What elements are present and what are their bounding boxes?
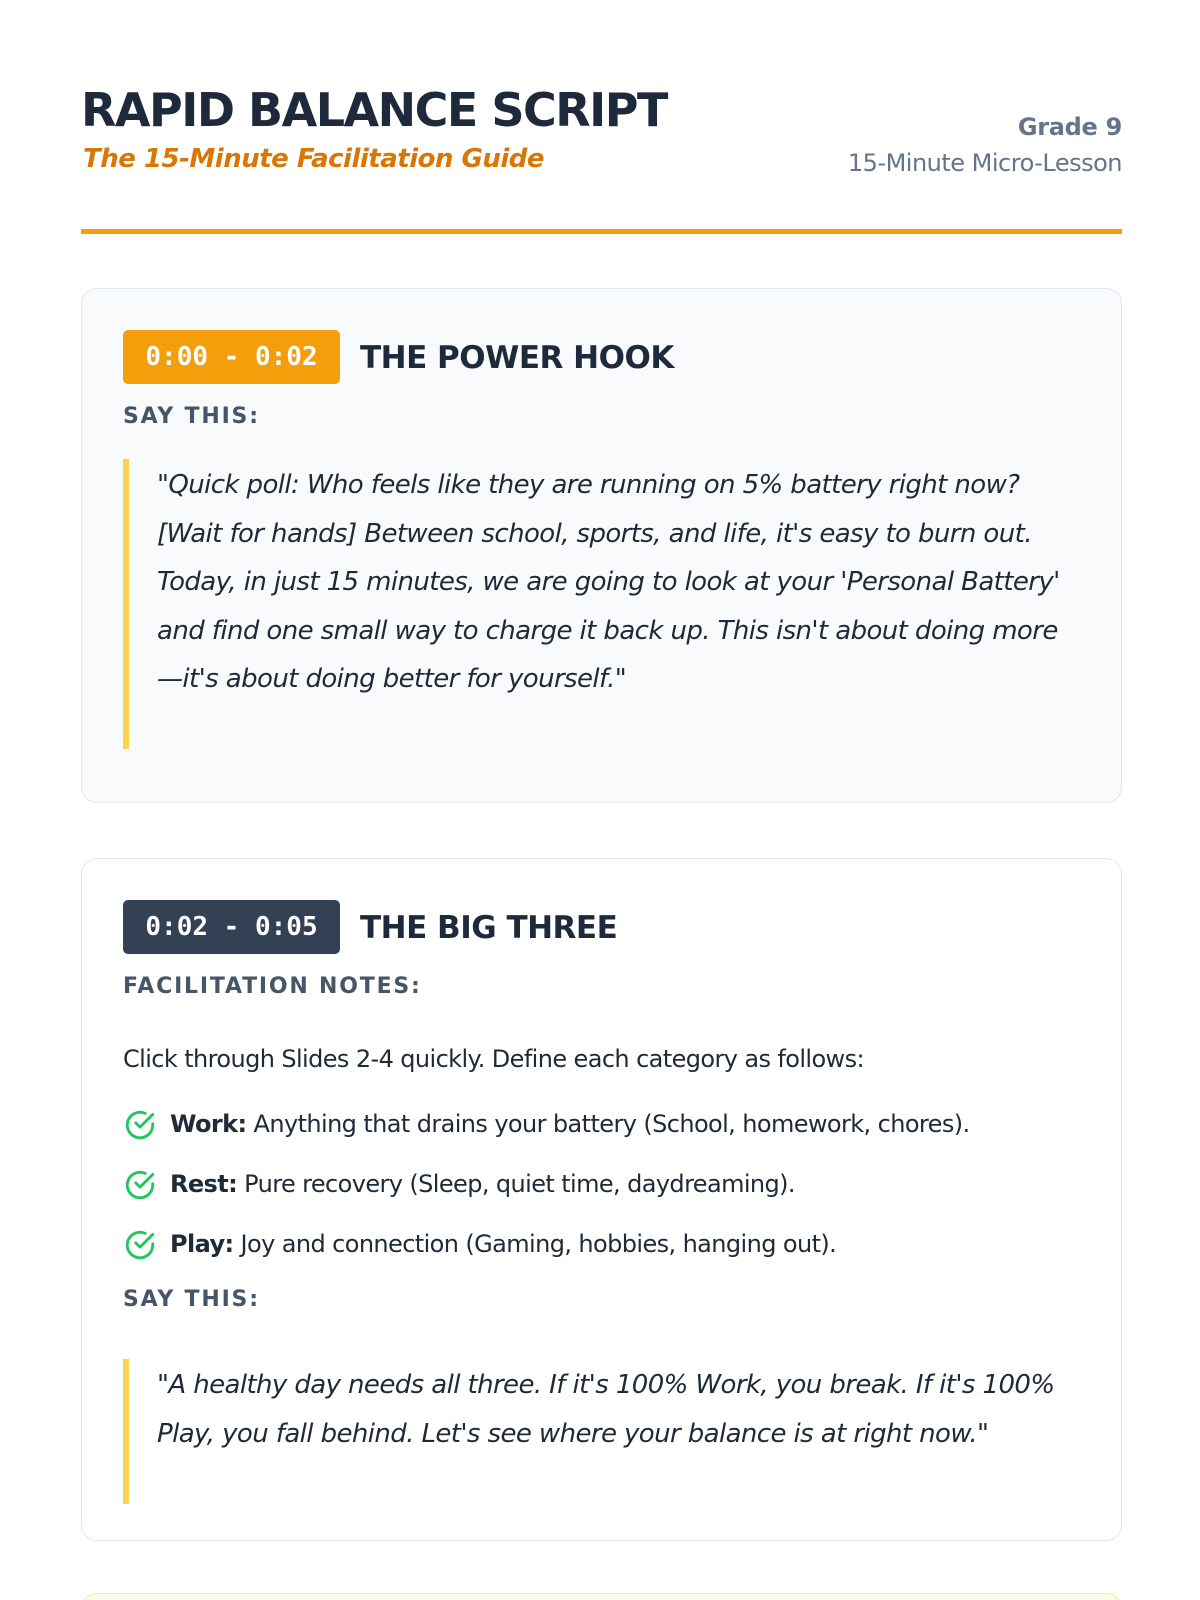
item-desc: Pure recovery (Sleep, quiet time, daydreaming).	[237, 1170, 795, 1198]
check-circle-icon	[123, 1228, 157, 1262]
section-title: THE BIG THREE	[360, 910, 618, 946]
list-item-text	[170, 1104, 970, 1144]
grade-label: Grade 9	[1017, 113, 1122, 141]
list-item-text	[170, 1164, 795, 1204]
section-card-big-three	[81, 858, 1122, 1541]
page-header	[81, 82, 1122, 234]
say-this-label: SAY THIS:	[123, 1287, 260, 1312]
page-title: RAPID BALANCE SCRIPT	[81, 83, 667, 137]
lesson-type-label: 15-Minute Micro-Lesson	[847, 149, 1122, 177]
check-circle-icon	[123, 1108, 157, 1142]
time-badge: 0:00 - 0:02	[123, 330, 340, 384]
item-term: Play:	[170, 1230, 234, 1258]
page-subtitle: The 15-Minute Facilitation Guide	[83, 144, 545, 174]
section-title: THE POWER HOOK	[360, 340, 674, 376]
script-quote: "Quick poll: Who feels like they are running on 5% battery right now? [Wait for hands] Between school, sports, and life, it's easy to burn out. Today, in just 15 minutes, we are going to look at your 'Personal Battery' and find one small way to charge it back up. This isn't about doing more—it's about doing better for yourself."	[123, 459, 1083, 749]
time-badge: 0:02 - 0:05	[123, 900, 340, 954]
item-term: Rest:	[170, 1170, 238, 1198]
script-quote: "A healthy day needs all three. If it's 100% Work, you break. If it's 100% Play, you fall behind. Let's see where your balance is at right now."	[123, 1359, 1083, 1504]
item-term: Work:	[170, 1110, 247, 1138]
check-circle-icon	[123, 1168, 157, 1202]
list-item-text	[170, 1224, 836, 1264]
item-desc: Anything that drains your battery (School, homework, chores).	[246, 1110, 970, 1138]
facilitation-notes-label: FACILITATION NOTES:	[123, 974, 422, 999]
facilitation-notes-text: Click through Slides 2-4 quickly. Define each category as follows:	[123, 1045, 864, 1073]
section-card-power-hook	[81, 288, 1122, 803]
item-desc: Joy and connection (Gaming, hobbies, hanging out).	[233, 1230, 837, 1258]
section-card-next	[81, 1593, 1122, 1600]
lesson-meta	[848, 110, 1122, 182]
say-this-label: SAY THIS:	[123, 404, 260, 429]
